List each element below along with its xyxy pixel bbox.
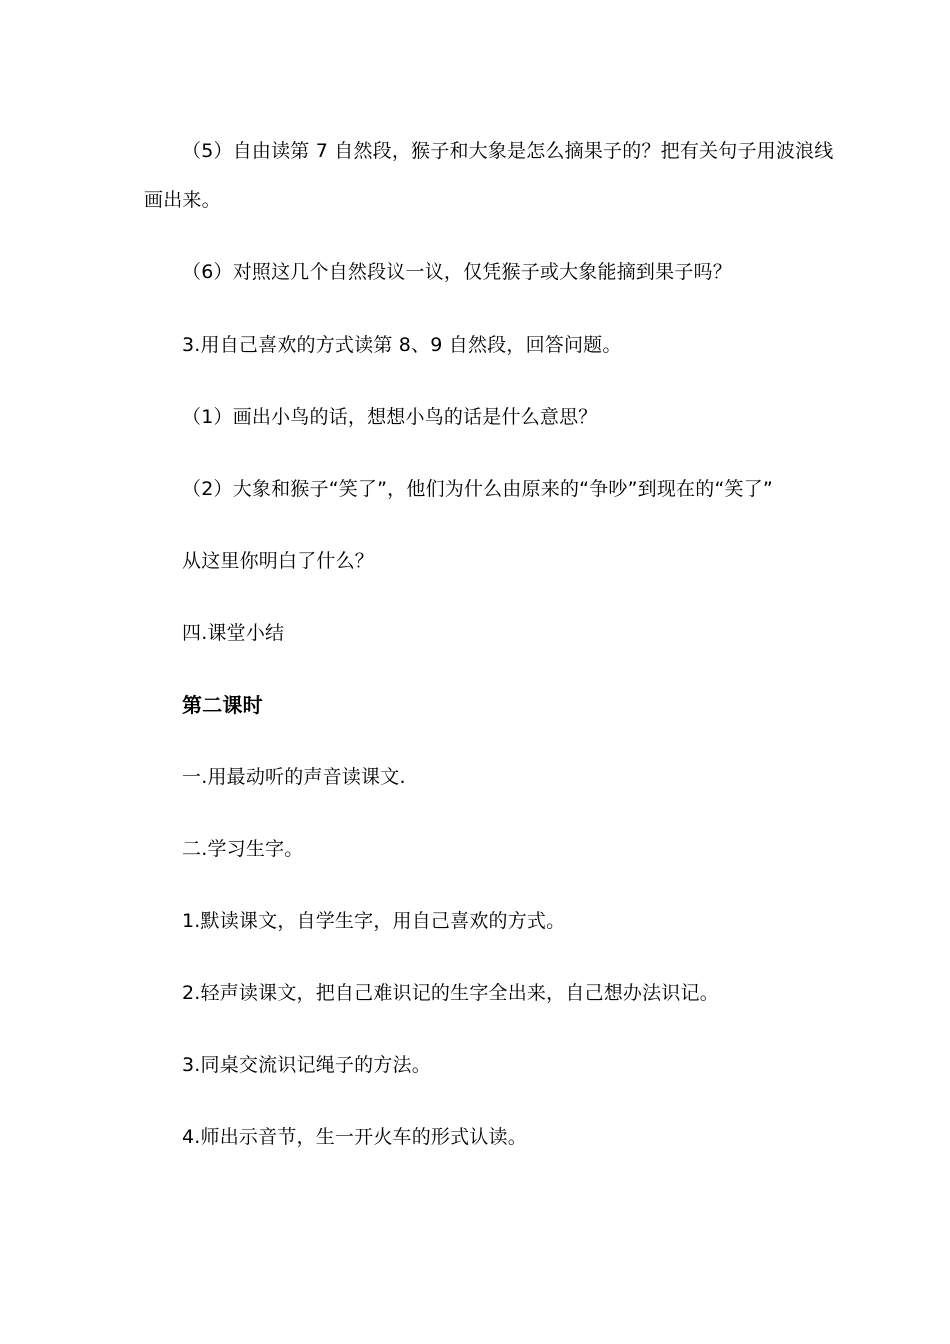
paragraph-line-1: （1）画出小鸟的话，想想小鸟的话是什么意思？ — [182, 406, 598, 428]
paragraph-line-5-1: （5）自由读第 7 自然段，猴子和大象是怎么摘果子的？把有关句子用波浪线 — [182, 140, 834, 162]
paragraph-item-one: 一.用最动听的声音读课文. — [182, 766, 406, 788]
paragraph-step-2: 2.轻声读课文，把自己难识记的生字全出来，自己想办法识记。 — [182, 982, 719, 1004]
paragraph-line-6: （6）对照这几个自然段议一议，仅凭猴子或大象能摘到果子吗？ — [182, 261, 732, 283]
paragraph-step-1: 1.默读课文，自学生字，用自己喜欢的方式。 — [182, 910, 566, 932]
paragraph-step-3: 3.同桌交流识记绳子的方法。 — [182, 1054, 431, 1076]
paragraph-line-3: 3.用自己喜欢的方式读第 8、9 自然段，回答问题。 — [182, 334, 622, 356]
section-heading-second-lesson: 第二课时 — [182, 693, 263, 717]
paragraph-step-4: 4.师出示音节，生一开火车的形式认读。 — [182, 1126, 527, 1148]
paragraph-item-two: 二.学习生字。 — [182, 838, 304, 860]
paragraph-line-2-1: （2）大象和猴子“笑了”，他们为什么由原来的“争吵”到现在的“笑了” — [182, 478, 773, 500]
section-summary: 四.课堂小结 — [182, 622, 285, 644]
paragraph-line-5-2: 画出来。 — [144, 189, 221, 211]
paragraph-line-2-2: 从这里你明白了什么？ — [182, 550, 375, 572]
